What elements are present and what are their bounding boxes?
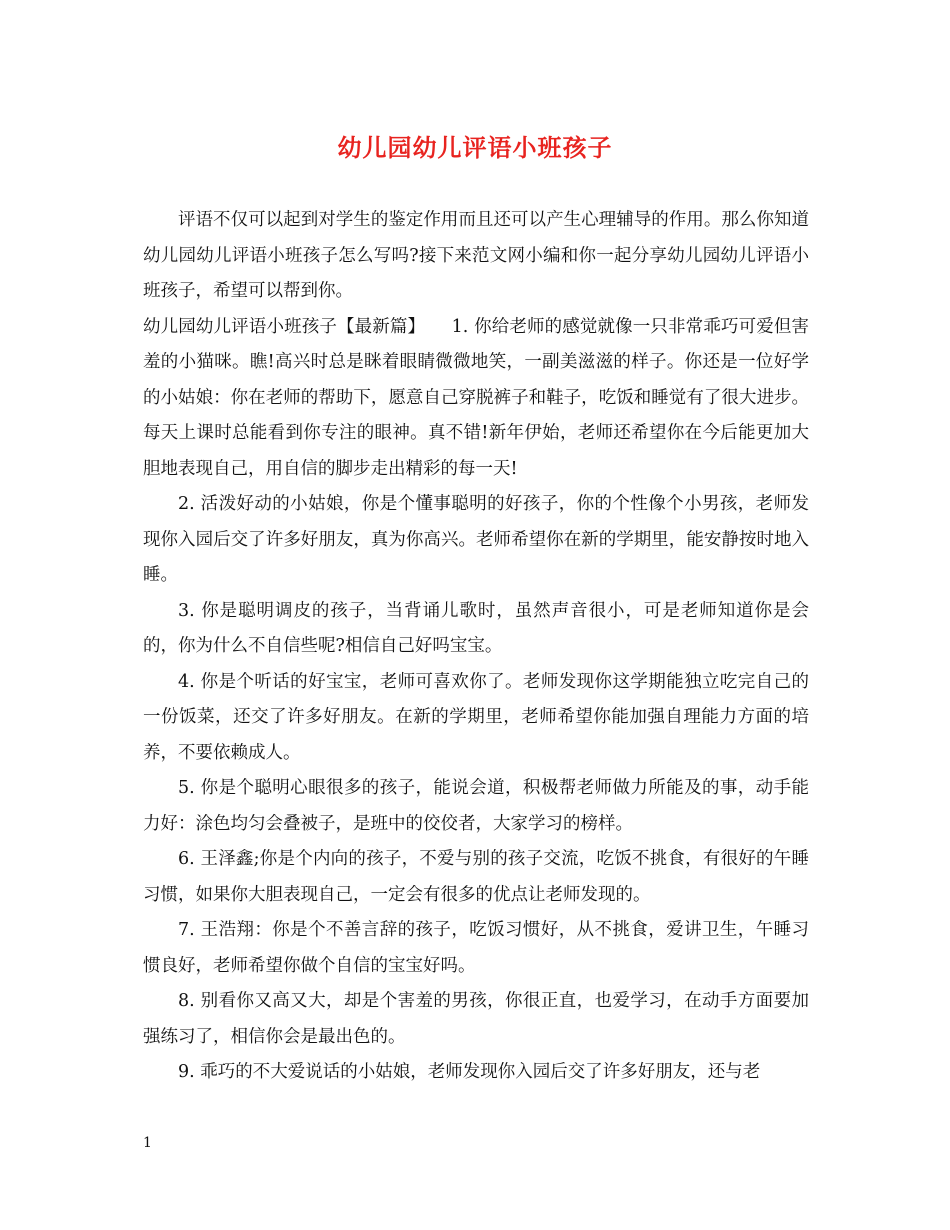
- comment-paragraph-3: 3. 你是聪明调皮的孩子，当背诵儿歌时，虽然声音很小，可是老师知道你是会的，你为什么不自信些呢?相信自己好吗宝宝。: [143, 600, 809, 656]
- comment-paragraph-2: 2. 活泼好动的小姑娘，你是个懂事聪明的好孩子，你的个性像个小男孩，老师发现你入园后交了许多好朋友，真为你高兴。老师希望你在新的学期里，能安静按时地入睡。: [143, 494, 809, 585]
- comment-paragraph-4: 4. 你是个听话的好宝宝，老师可喜欢你了。老师发现你这学期能独立吃完自己的一份饭菜，还交了许多好朋友。在新的学期里，老师希望你能加强自理能力方面的培养，不要依赖成人。: [143, 671, 809, 763]
- document-body: [143, 203, 809, 1091]
- comment-paragraph-1: 幼儿园幼儿评语小班孩子【最新篇】 1. 你给老师的感觉就像一只非常乖巧可爱但害羞的小猫咪。瞧!高兴时总是眯着眼睛微微地笑，一副美滋滋的样子。你还是一位好学的小姑娘：你在老师的帮助下，愿意自己穿脱裤子和鞋子，吃饭和睡觉有了很大进步。每天上课时总能看到你专注的眼神。真不错!新年伊始，老师还希望你在今后能更加大胆地表现自己，用自信的脚步走出精彩的每一天!: [143, 316, 809, 479]
- intro-paragraph: 评语不仅可以起到对学生的鉴定作用而且还可以产生心理辅导的作用。那么你知道幼儿园幼儿评语小班孩子怎么写吗?接下来范文网小编和你一起分享幼儿园幼儿评语小班孩子，希望可以帮到你。: [143, 210, 809, 301]
- comment-paragraph-7: 7. 王浩翔：你是个不善言辞的孩子，吃饭习惯好，从不挑食，爱讲卫生，午睡习惯良好，老师希望你做个自信的宝宝好吗。: [143, 920, 809, 976]
- comment-paragraph-5: 5. 你是个聪明心眼很多的孩子，能说会道，积极帮老师做力所能及的事，动手能力好：涂色均匀会叠被子，是班中的佼佼者，大家学习的榜样。: [143, 778, 809, 834]
- document-title: 幼儿园幼儿评语小班孩子: [337, 133, 613, 162]
- page-number: 1: [143, 1135, 152, 1151]
- comment-paragraph-9: 9. 乖巧的不大爱说话的小姑娘，老师发现你入园后交了许多好朋友，还与老: [178, 1062, 761, 1082]
- comment-paragraph-8: 8. 别看你又高又大，却是个害羞的男孩，你很正直，也爱学习，在动手方面要加强练习了，相信你会是最出色的。: [143, 991, 809, 1047]
- comment-paragraph-6: 6. 王泽鑫;你是个内向的孩子，不爱与别的孩子交流，吃饭不挑食，有很好的午睡习惯，如果你大胆表现自己，一定会有很多的优点让老师发现的。: [143, 849, 809, 905]
